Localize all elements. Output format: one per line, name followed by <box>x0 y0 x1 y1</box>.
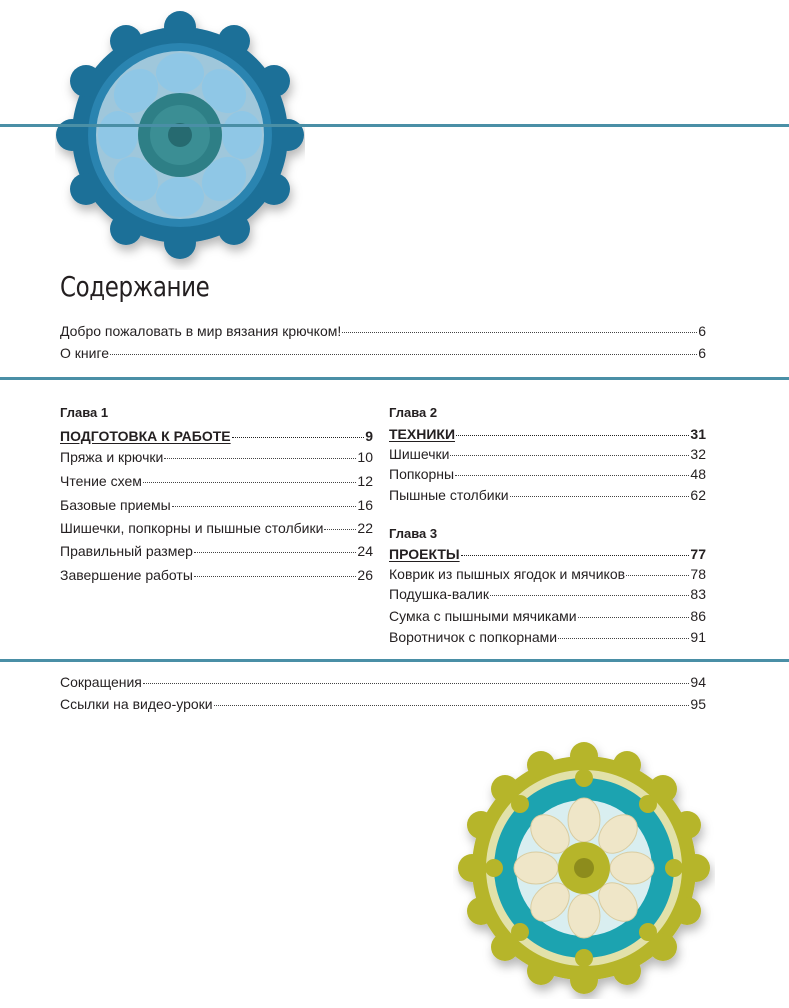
chapter-2-heading[interactable]: ТЕХНИКИ 31 <box>389 426 706 442</box>
dot-leader <box>143 482 357 483</box>
dot-leader <box>578 617 690 618</box>
toc-entry[interactable]: Базовые приемы 16 <box>60 497 373 513</box>
dot-leader <box>450 455 689 456</box>
chapter-1-label: Глава 1 <box>60 405 109 420</box>
toc-entry[interactable]: Подушка-валик 83 <box>389 586 706 602</box>
toc-entry[interactable]: Чтение схем 12 <box>60 473 373 489</box>
toc-entry[interactable]: Шишечки 32 <box>389 446 706 462</box>
toc-entry[interactable]: Правильный размер 24 <box>60 543 373 559</box>
dot-leader <box>510 496 690 497</box>
chapter-3-heading[interactable]: ПРОЕКТЫ 77 <box>389 546 706 562</box>
toc-entry[interactable]: Сумка с пышными мячиками 86 <box>389 608 706 624</box>
page-title: Содержание <box>60 270 210 303</box>
lower-divider <box>0 659 789 662</box>
middle-divider <box>0 377 789 380</box>
dot-leader <box>172 506 357 507</box>
green-crochet-motif-image <box>453 737 715 999</box>
toc-entry[interactable] <box>60 322 706 340</box>
dot-leader <box>461 555 690 556</box>
dot-leader <box>455 475 689 476</box>
toc-entry[interactable]: Завершение работы 26 <box>60 567 373 583</box>
toc-entry[interactable]: Попкорны 48 <box>389 466 706 482</box>
toc-entry[interactable]: Сокращения 94 <box>60 674 706 690</box>
toc-entry[interactable]: Воротничок с попкорнами 91 <box>389 629 706 645</box>
dot-leader <box>342 332 697 333</box>
dot-leader <box>110 354 697 355</box>
dot-leader <box>214 705 690 706</box>
toc-entry-page: 6 <box>698 345 706 361</box>
toc-entry[interactable]: Пышные столбики 62 <box>389 487 706 503</box>
dot-leader <box>232 437 365 438</box>
toc-entry[interactable]: Шишечки, попкорны и пышные столбики 22 <box>60 520 373 536</box>
toc-entry[interactable]: Ссылки на видео-уроки 95 <box>60 696 706 712</box>
dot-leader <box>164 458 356 459</box>
dot-leader <box>626 575 689 576</box>
dot-leader <box>456 435 689 436</box>
chapter-1-heading[interactable]: ПОДГОТОВКА К РАБОТЕ 9 <box>60 428 373 444</box>
toc-entry-title: Добро пожаловать в мир вязания крючком! <box>60 323 342 339</box>
dot-leader <box>324 529 356 530</box>
toc-entry-title: О книге <box>60 345 110 361</box>
chapter-3-label: Глава 3 <box>389 526 438 541</box>
dot-leader <box>194 576 357 577</box>
dot-leader <box>143 683 690 684</box>
toc-entry[interactable]: Коврик из пышных ягодок и мячиков 78 <box>389 566 706 582</box>
toc-entry[interactable] <box>60 344 706 362</box>
blue-crochet-motif-image <box>55 10 305 270</box>
toc-entry-page: 6 <box>698 323 706 339</box>
chapter-2-label: Глава 2 <box>389 405 438 420</box>
dot-leader <box>558 638 689 639</box>
top-divider <box>0 124 789 127</box>
dot-leader <box>194 552 357 553</box>
dot-leader <box>490 595 689 596</box>
toc-entry[interactable]: Пряжа и крючки 10 <box>60 449 373 465</box>
